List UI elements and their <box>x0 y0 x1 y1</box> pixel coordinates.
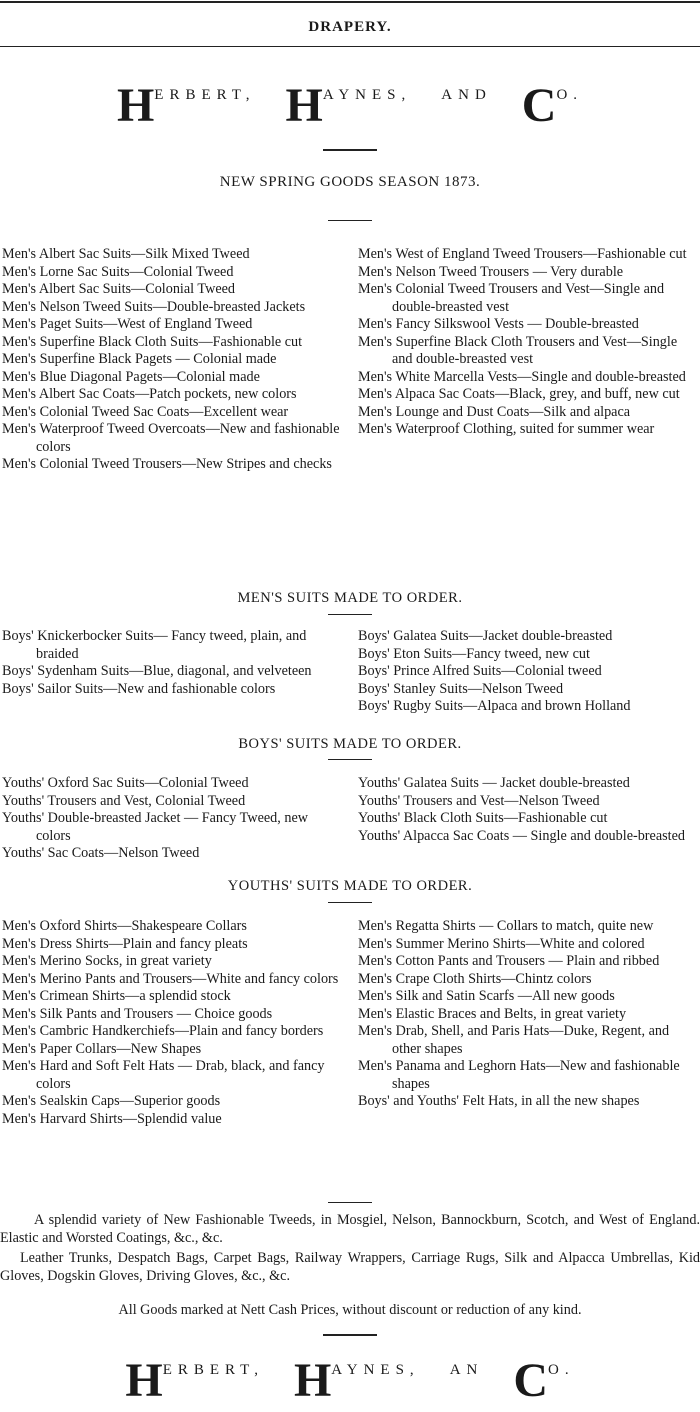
list-item: Men's Cotton Pants and Trousers — Plain and ribbed <box>358 953 660 969</box>
list-item: Men's Paget Suits—West of England Tweed <box>2 316 253 332</box>
list-item: Men's Superfine Black Cloth Suits—Fashionable cut <box>2 333 303 350</box>
divider-rule <box>328 614 372 615</box>
prices-notice: All Goods marked at Nett Cash Prices, without discount or reduction of any kind. <box>118 1302 582 1318</box>
boys-left-column <box>2 628 342 698</box>
firm-initial-h2: H <box>293 1354 332 1407</box>
list-item: Men's Nelson Tweed Suits—Double-breasted Jackets <box>2 298 306 315</box>
list-item: Men's Dress Shirts—Plain and fancy pleats <box>2 935 248 952</box>
list-item: Youths' Trousers and Vest, Colonial Tweed <box>2 792 246 809</box>
page-heading: DRAPERY. <box>308 19 392 35</box>
boys-right-column <box>358 628 698 716</box>
list-item: Boys' Sydenham Suits—Blue, diagonal, and velveteen <box>2 663 312 679</box>
list-item: Men's Albert Sac Suits—Colonial Tweed <box>2 281 236 297</box>
list-item: Men's Alpaca Sac Coats—Black, grey, and buff, new cut <box>358 386 680 402</box>
firm-name-bottom <box>0 1350 700 1412</box>
list-item: Boys' Galatea Suits—Jacket double-breasted <box>358 628 613 644</box>
list-item: Youths' Black Cloth Suits—Fashionable cut <box>358 810 608 826</box>
firm-name-top <box>0 75 700 137</box>
list-item: Boys' Sailor Suits—New and fashionable colors <box>2 680 276 697</box>
list-item: Youths' Galatea Suits — Jacket double-breasted <box>358 775 630 791</box>
firm-initial-h1: H <box>116 79 155 132</box>
list-item: Men's Silk and Satin Scarfs —All new goods <box>358 988 615 1004</box>
firm-word-erbert: ERBERT, <box>154 87 256 103</box>
firm-word-erbert: ERBERT, <box>162 1362 264 1378</box>
list-item: Men's Nelson Tweed Trousers — Very durable <box>358 263 624 280</box>
list-item: Men's White Marcella Vests—Single and double-breasted <box>358 368 686 385</box>
list-item: Men's Elastic Braces and Belts, in great variety <box>358 1005 627 1022</box>
list-item: Men's Drab, Shell, and Paris Hats—Duke, Regent, and other shapes <box>358 1023 670 1057</box>
list-item: Men's Summer Merino Shirts—White and colored <box>358 935 645 952</box>
list-item: Men's Hard and Soft Felt Hats — Drab, black, and fancy colors <box>2 1058 325 1092</box>
list-item: Youths' Trousers and Vest—Nelson Tweed <box>358 792 600 809</box>
list-item: Men's Superfine Black Pagets — Colonial made <box>2 351 277 367</box>
firm-word-o: O. <box>548 1362 575 1378</box>
list-item: Men's Blue Diagonal Pagets—Colonial made <box>2 368 260 385</box>
list-item: Men's Albert Sac Coats—Patch pockets, new colors <box>2 386 297 402</box>
list-item: Men's Colonial Tweed Sac Coats—Excellent wear <box>2 403 289 420</box>
firm-word-aynes: AYNES, <box>322 87 412 103</box>
firm-initial-h1: H <box>125 1354 163 1407</box>
accessories-paragraph: Leather Trunks, Despatch Bags, Carpet Bags, Railway Wrappers, Carriage Rugs, Silk and Alpacca Umbrellas, Kid Gloves, Dogskin Gloves, Driving Gloves, &c., &c. <box>0 1250 700 1284</box>
list-item: Men's Waterproof Clothing, suited for summer wear <box>358 421 655 437</box>
list-item: Men's Sealskin Caps—Superior goods <box>2 1093 221 1109</box>
section-title-mens: MEN'S SUITS MADE TO ORDER. <box>237 590 463 606</box>
list-item: Boys' and Youths' Felt Hats, in all the new shapes <box>358 1093 640 1109</box>
list-item: Men's Colonial Tweed Trousers and Vest—Single and double-breasted vest <box>358 281 665 315</box>
list-item: Men's Superfine Black Cloth Trousers and Vest—Single and double-breasted vest <box>358 333 678 367</box>
list-item: Men's Albert Sac Suits—Silk Mixed Tweed <box>2 246 250 262</box>
list-item: Youths' Oxford Sac Suits—Colonial Tweed <box>2 775 249 791</box>
list-item: Youths' Alpacca Sac Coats — Single and double-breasted <box>358 827 685 844</box>
list-item: Boys' Knickerbocker Suits— Fancy tweed, plain, and braided <box>2 628 307 662</box>
firm-word-o: O. <box>556 87 584 103</box>
divider-rule <box>323 1334 377 1336</box>
section-title-boys: BOYS' SUITS MADE TO ORDER. <box>238 736 462 752</box>
firm-word-and: AN <box>449 1362 484 1378</box>
list-item: Boys' Rugby Suits—Alpaca and brown Holland <box>358 698 631 714</box>
section-title-youths: YOUTHS' SUITS MADE TO ORDER. <box>227 878 473 894</box>
list-item: Men's Silk Pants and Trousers — Choice goods <box>2 1005 273 1022</box>
list-item: Men's Fancy Silkswool Vests — Double-breasted <box>358 316 639 332</box>
list-item: Boys' Prince Alfred Suits—Colonial tweed <box>358 663 602 679</box>
list-item: Men's Lounge and Dust Coats—Silk and alpaca <box>358 403 631 420</box>
heading-rule <box>0 46 700 47</box>
misc-right-column <box>358 918 698 1111</box>
season-title: NEW SPRING GOODS SEASON 1873. <box>219 174 481 190</box>
list-item: Boys' Stanley Suits—Nelson Tweed <box>358 680 564 697</box>
top-rule <box>0 1 700 3</box>
divider-rule <box>328 1202 372 1203</box>
firm-initial-h2: H <box>285 79 323 132</box>
list-item: Men's Harvard Shirts—Splendid value <box>2 1110 222 1127</box>
list-item: Men's Oxford Shirts—Shakespeare Collars <box>2 918 247 934</box>
list-item: Boys' Eton Suits—Fancy tweed, new cut <box>358 645 590 662</box>
youths-left-column <box>2 775 342 863</box>
mens-right-column <box>358 246 698 439</box>
list-item: Men's Panama and Leghorn Hats—New and fashionable shapes <box>358 1058 680 1092</box>
list-item: Men's Colonial Tweed Trousers—New Stripes and checks <box>2 456 332 472</box>
misc-left-column <box>2 918 342 1128</box>
list-item: Men's Crape Cloth Shirts—Chintz colors <box>358 970 592 987</box>
list-item: Men's Cambric Handkerchiefs—Plain and fancy borders <box>2 1023 324 1039</box>
firm-initial-c: C <box>521 79 557 132</box>
divider-rule <box>323 149 377 151</box>
list-item: Men's Merino Pants and Trousers—White and fancy colors <box>2 970 339 987</box>
youths-right-column <box>358 775 698 845</box>
mens-left-column <box>2 246 342 474</box>
list-item: Men's Merino Socks, in great variety <box>2 953 212 969</box>
firm-word-and: AND <box>441 87 492 103</box>
divider-rule <box>328 220 372 221</box>
list-item: Men's West of England Tweed Trousers—Fashionable cut <box>358 246 687 262</box>
divider-rule <box>328 902 372 903</box>
list-item: Men's Regatta Shirts — Collars to match, quite new <box>358 918 654 934</box>
list-item: Men's Lorne Sac Suits—Colonial Tweed <box>2 263 234 280</box>
firm-word-aynes: AYNES, <box>331 1362 420 1378</box>
divider-rule <box>328 759 372 760</box>
list-item: Men's Paper Collars—New Shapes <box>2 1040 202 1057</box>
list-item: Youths' Sac Coats—Nelson Tweed <box>2 845 200 861</box>
firm-initial-c: C <box>513 1354 549 1407</box>
list-item: Youths' Double-breasted Jacket — Fancy Tweed, new colors <box>2 810 309 844</box>
tweeds-paragraph: A splendid variety of New Fashionable Tweeds, in Mosgiel, Nelson, Bannockburn, Scotch, and West of England. Elastic and Worsted Coatings, &c., &c. <box>0 1212 700 1246</box>
list-item: Men's Waterproof Tweed Overcoats—New and fashionable colors <box>2 421 340 455</box>
list-item: Men's Crimean Shirts—a splendid stock <box>2 988 231 1004</box>
